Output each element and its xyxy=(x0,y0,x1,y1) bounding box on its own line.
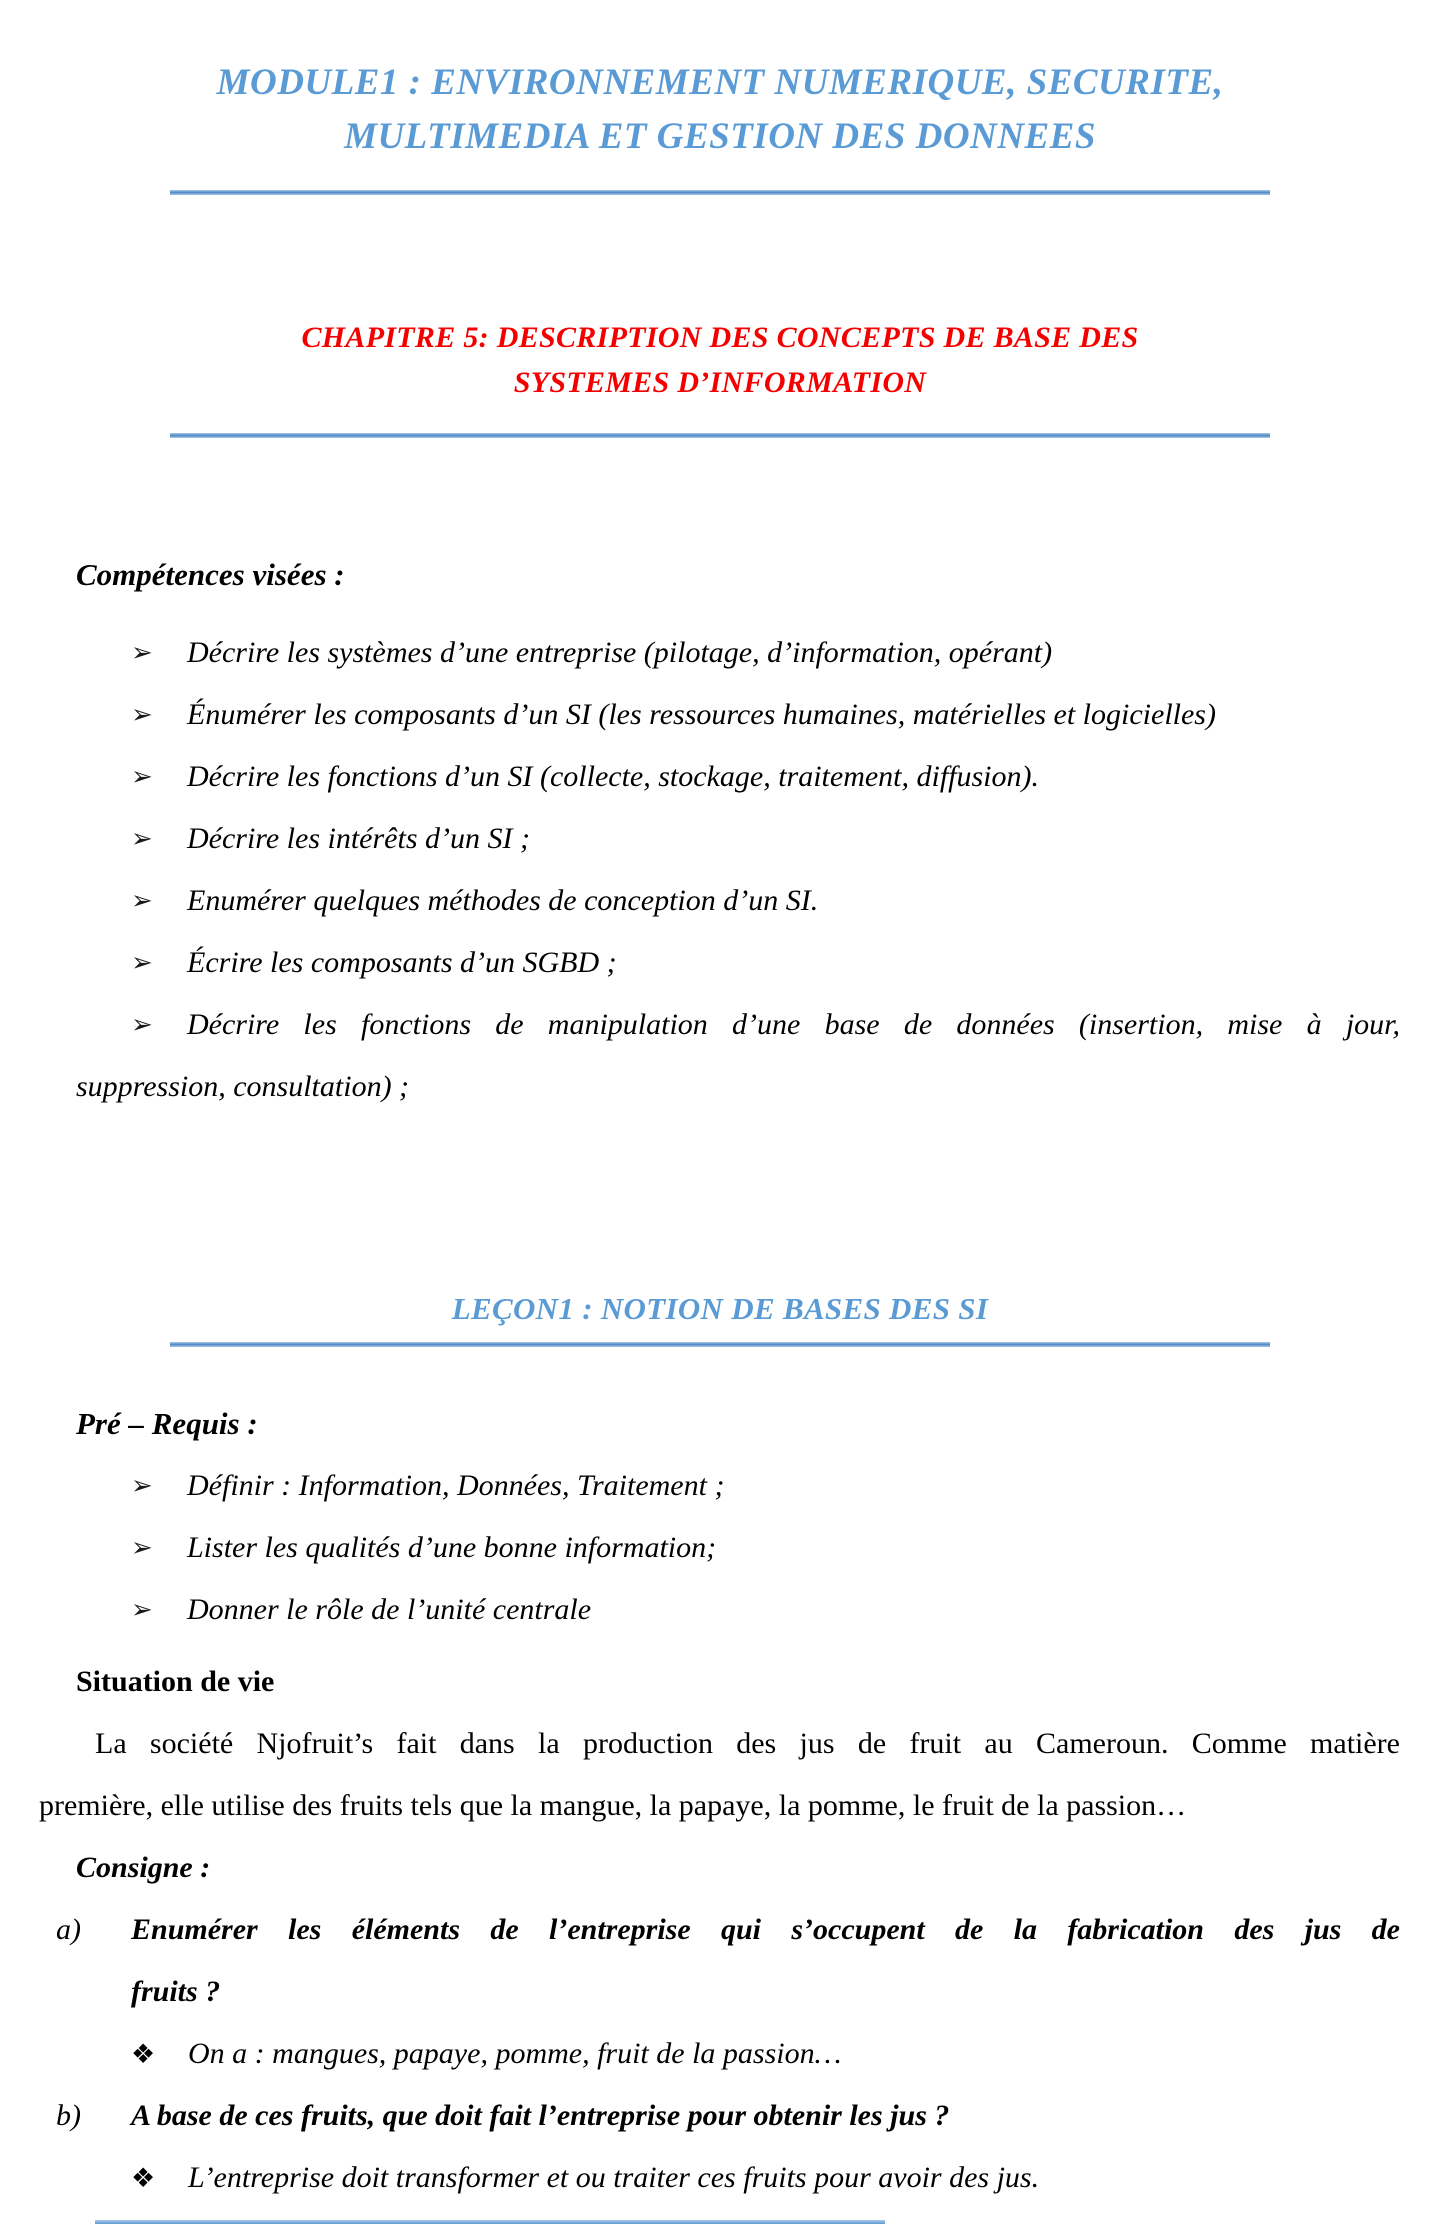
arrow-bullet-icon: ➢ xyxy=(131,638,153,667)
diamond-bullet-icon: ❖ xyxy=(131,2163,156,2193)
module-title-line1: MODULE1 : ENVIRONNEMENT NUMERIQUE, SECURITE, xyxy=(216,62,1224,103)
arrow-bullet-icon: ➢ xyxy=(131,886,153,915)
chapter-title xyxy=(0,315,1440,405)
arrow-bullet-icon: ➢ xyxy=(131,1010,153,1039)
arrow-bullet-icon: ➢ xyxy=(131,1471,153,1500)
list-item-text: Enumérer quelques méthodes de conception d’un SI. xyxy=(187,884,819,917)
lecon-underline-rule xyxy=(170,1342,1270,1347)
arrow-bullet-icon: ➢ xyxy=(131,700,153,729)
list-item-text: Énumérer les composants d’un SI (les ressources humaines, matérielles et logicielles) xyxy=(187,698,1216,731)
arrow-bullet-icon: ➢ xyxy=(131,948,153,977)
list-item-text-line2: suppression, consultation) ; xyxy=(76,1070,410,1103)
list-item xyxy=(131,1455,1400,1517)
prerequis-heading: Pré – Requis : xyxy=(76,1406,258,1441)
item-a-line2: fruits ? xyxy=(131,1975,221,2008)
answer-b-text: L’entreprise doit transformer et ou traiter ces fruits pour avoir des jus. xyxy=(188,2161,1040,2194)
answer-a-text: On a : mangues, papaye, pomme, fruit de la passion… xyxy=(188,2037,842,2070)
arrow-bullet-icon: ➢ xyxy=(131,824,153,853)
prerequis-list xyxy=(0,1455,1440,1641)
list-item xyxy=(131,808,1400,870)
list-item-text: Définir : Information, Données, Traitement ; xyxy=(187,1469,725,1502)
list-item-text: Décrire les systèmes d’une entreprise (pilotage, d’information, opérant) xyxy=(187,636,1053,669)
list-item-text: Décrire les fonctions d’un SI (collecte, stockage, traitement, diffusion). xyxy=(187,760,1040,793)
list-item-text: Donner le rôle de l’unité centrale xyxy=(187,1593,592,1626)
chapter-underline-rule xyxy=(170,433,1270,438)
list-item xyxy=(131,622,1400,684)
consigne-heading: Consigne : xyxy=(76,1851,211,1884)
bottom-partial-rule xyxy=(95,2220,885,2224)
list-item-text: Décrire les intérêts d’un SI ; xyxy=(187,822,530,855)
arrow-bullet-icon: ➢ xyxy=(131,1533,153,1562)
list-item xyxy=(131,684,1400,746)
item-b-text: A base de ces fruits, que doit fait l’entreprise pour obtenir les jus ? xyxy=(131,2099,950,2132)
chapter-title-line2: SYSTEMES D’INFORMATION xyxy=(513,366,927,399)
item-b-marker: b) xyxy=(56,2099,81,2132)
answer-b xyxy=(131,2147,1400,2209)
consigne-item-a xyxy=(56,1899,1400,2023)
lecon-title: LEÇON1 : NOTION DE BASES DES SI xyxy=(451,1291,989,1326)
item-a-line1: Enumérer les éléments de l’entreprise qui s’occupent de la fabrication des jus de xyxy=(131,1913,1400,1946)
competences-heading: Compétences visées : xyxy=(76,557,345,592)
situation-paragraph xyxy=(39,1713,1400,1837)
module-title-line2: MULTIMEDIA ET GESTION DES DONNEES xyxy=(344,116,1096,157)
list-item-text: Écrire les composants d’un SGBD ; xyxy=(187,946,617,979)
list-item-text-line1: Décrire les fonctions de manipulation d’une base de données (insertion, mise à jour, xyxy=(187,1008,1400,1041)
paragraph-line2: première, elle utilise des fruits tels que la mangue, la papaye, la pomme, le fruit de la passion… xyxy=(39,1789,1187,1822)
arrow-bullet-icon: ➢ xyxy=(131,762,153,791)
list-item xyxy=(131,870,1400,932)
list-item xyxy=(131,746,1400,808)
list-item-text: Lister les qualités d’une bonne information; xyxy=(187,1531,717,1564)
arrow-bullet-icon: ➢ xyxy=(131,1595,153,1624)
title-underline-rule xyxy=(170,190,1270,195)
list-item xyxy=(131,1579,1400,1641)
competences-list xyxy=(0,622,1440,1118)
module-title xyxy=(0,0,1440,164)
diamond-bullet-icon: ❖ xyxy=(131,2039,156,2069)
consigne-item-b xyxy=(56,2085,1400,2147)
list-item xyxy=(76,994,1400,1118)
situation-heading: Situation de vie xyxy=(76,1665,275,1698)
item-a-marker: a) xyxy=(56,1913,81,1946)
list-item xyxy=(131,932,1400,994)
paragraph-line1: La société Njofruit’s fait dans la production des jus de fruit au Cameroun. Comme matière xyxy=(95,1727,1400,1760)
list-item xyxy=(131,1517,1400,1579)
chapter-title-line1: CHAPITRE 5: DESCRIPTION DES CONCEPTS DE BASE DES xyxy=(301,321,1139,354)
answer-a xyxy=(131,2023,1400,2085)
